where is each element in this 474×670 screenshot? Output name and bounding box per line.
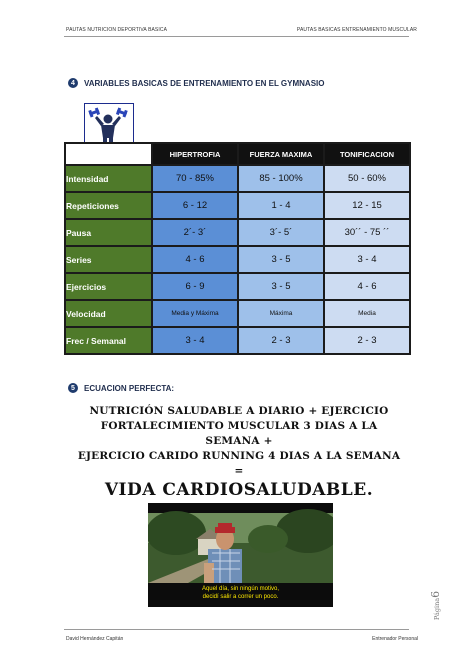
header-divider [64, 36, 409, 37]
column-header: TONIFICACION [325, 144, 409, 164]
row-label: Ejercicios [66, 274, 151, 299]
table-row [66, 328, 409, 353]
table-cell: 4 - 6 [325, 274, 409, 299]
equation-line: FORTALECIMIENTO MUSCULAR 3 DIAS A LA SEMANA + [100, 420, 378, 447]
page-label: Página [433, 597, 442, 621]
table-row [66, 247, 409, 272]
page-number-value: 6 [429, 590, 443, 598]
table-cell: 3 - 4 [325, 247, 409, 272]
section-4-heading [68, 78, 324, 88]
row-label: Velocidad [66, 301, 151, 326]
table-cell: 70 - 85% [153, 166, 237, 191]
table-cell: Media [325, 301, 409, 326]
row-label: Intensidad [66, 166, 151, 191]
row-label: Pausa [66, 220, 151, 245]
table-cell: 2 - 3 [325, 328, 409, 353]
table-cell: 6 - 12 [153, 193, 237, 218]
equation-line: EJERCICIO CARIDO RUNNING 4 DIAS A LA SEMANA = [77, 450, 401, 477]
equation-line: NUTRICIÓN SALUDABLE A DIARIO + EJERCICIO [89, 405, 389, 417]
table-cell: Media y Máxima [153, 301, 237, 326]
column-header: FUERZA MAXIMA [239, 144, 323, 164]
footer-left: David Hernández Capitán [66, 636, 124, 642]
table-row [66, 166, 409, 191]
subtitle-line: Aquel día, sin ningún motivo, [201, 586, 280, 592]
footer-right: Entrenador Personal [372, 636, 418, 642]
table-corner [66, 144, 151, 164]
table-cell: 85 - 100% [239, 166, 323, 191]
column-header: HIPERTROFIA [153, 144, 237, 164]
header-right: PAUTAS BASICAS ENTRENAMIENTO MUSCULAR [296, 27, 417, 33]
section-title: VARIABLES BASICAS DE ENTRENAMIENTO EN EL GYMNASIO [84, 78, 325, 88]
table-cell: 6 - 9 [153, 274, 237, 299]
page-number [427, 586, 451, 621]
table-cell: 3´- 5´ [239, 220, 323, 245]
subtitle-line: decidí salir a correr un poco. [202, 594, 279, 600]
row-label: Series [66, 247, 151, 272]
table-cell: 4 - 6 [153, 247, 237, 272]
section-5-heading [68, 383, 174, 393]
table-cell: 12 - 15 [325, 193, 409, 218]
table-cell: 1 - 4 [239, 193, 323, 218]
training-variables-table [64, 142, 411, 355]
section-number-badge: 5 [68, 383, 78, 393]
table-row [66, 274, 409, 299]
table-cell: 3 - 4 [153, 328, 237, 353]
table-row [66, 193, 409, 218]
table-cell: Máxima [239, 301, 323, 326]
table-cell: 2 - 3 [239, 328, 323, 353]
table-row [66, 301, 409, 326]
row-label: Frec / Semanal [66, 328, 151, 353]
table-cell: 3 - 5 [239, 247, 323, 272]
section-title: ECUACION PERFECTA: [84, 383, 175, 393]
row-label: Repeticiones [66, 193, 151, 218]
footer-divider [64, 629, 409, 630]
equation-result: VIDA CARDIOSALUDABLE. [104, 480, 374, 500]
header-left: PAUTAS NUTRICION DEPORTIVA BASICA [66, 27, 168, 33]
table-cell: 3 - 5 [239, 274, 323, 299]
movie-still-photo [148, 503, 333, 607]
equation-block [74, 404, 404, 501]
section-number-badge: 4 [68, 78, 78, 88]
table-row [66, 220, 409, 245]
table-cell: 2´- 3´ [153, 220, 237, 245]
table-cell: 50 - 60% [325, 166, 409, 191]
table-cell: 30´´ - 75 ´´ [325, 220, 409, 245]
